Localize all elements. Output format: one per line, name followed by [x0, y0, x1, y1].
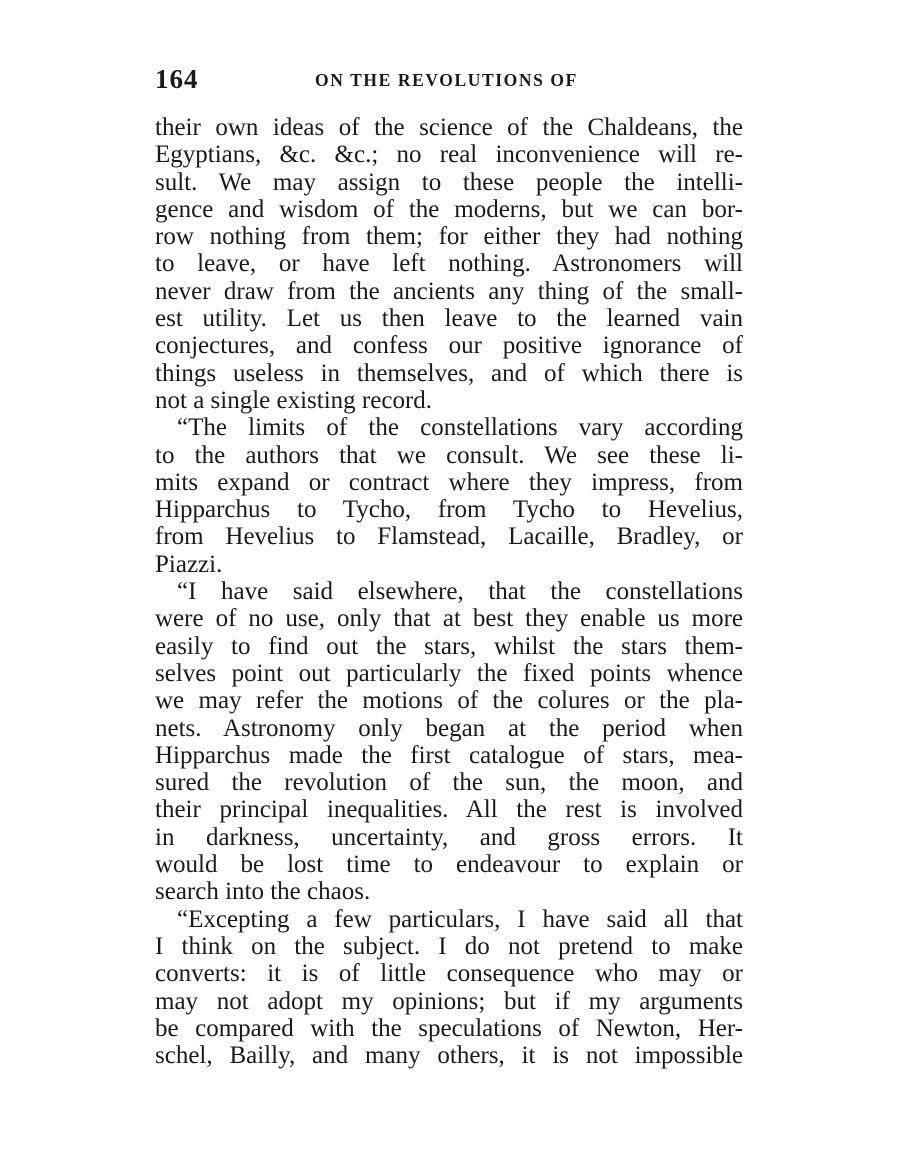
paragraph	[155, 114, 743, 414]
text-line: mits expand or contract where they impress, from	[155, 468, 743, 496]
text-line: “The limits of the constellations vary according	[177, 414, 743, 442]
page-number: 164	[155, 64, 199, 94]
text-line: Hipparchus to Tycho, from Tycho to Hevelius,	[155, 496, 743, 524]
text-line: in darkness, uncertainty, and gross errors. It	[155, 823, 743, 851]
text-line: selves point out particularly the fixed points whence	[155, 659, 743, 687]
text-line: would be lost time to endeavour to explain or	[155, 851, 743, 879]
text-line: Hipparchus made the first catalogue of stars, mea-	[155, 741, 743, 769]
running-head	[155, 64, 743, 104]
text-line: row nothing from them; for either they had nothing	[155, 223, 743, 251]
body-text	[155, 114, 743, 1069]
paragraph	[155, 578, 743, 906]
text-line: “I have said elsewhere, that the constellations	[177, 578, 743, 606]
text-line: gence and wisdom of the moderns, but we can bor-	[155, 195, 743, 223]
text-line: their own ideas of the science of the Chaldeans, the	[155, 114, 743, 141]
paragraph	[155, 414, 743, 578]
text-line: never draw from the ancients any thing of the small-	[155, 277, 743, 305]
paragraph	[155, 906, 743, 1070]
text-line: easily to find out the stars, whilst the stars them-	[155, 632, 743, 660]
text-line: sult. We may assign to these people the intelli-	[155, 168, 743, 196]
text-line: not a single existing record.	[155, 386, 433, 414]
text-line: conjectures, and confess our positive ignorance of	[155, 332, 743, 360]
text-line: I think on the subject. I do not pretend to make	[155, 932, 743, 960]
text-line: from Hevelius to Flamstead, Lacaille, Bradley, or	[155, 523, 743, 551]
running-title: ON THE REVOLUTIONS OF	[315, 70, 578, 90]
text-line: may not adopt my opinions; but if my arguments	[155, 987, 743, 1015]
text-line: nets. Astronomy only began at the period when	[155, 714, 743, 742]
text-line: were of no use, only that at best they enable us more	[155, 605, 743, 633]
text-line: sured the revolution of the sun, the moon, and	[155, 769, 743, 797]
text-line: their principal inequalities. All the rest is involved	[155, 796, 743, 824]
text-line: search into the chaos.	[155, 878, 371, 906]
text-line: est utility. Let us then leave to the learned vain	[155, 305, 743, 333]
text-line: things useless in themselves, and of which there is	[155, 359, 743, 387]
text-line: we may refer the motions of the colures or the pla-	[155, 687, 743, 715]
text-line: converts: it is of little consequence who may or	[155, 960, 743, 988]
book-page	[155, 64, 743, 1069]
text-line: schel, Bailly, and many others, it is not impossible	[155, 1042, 743, 1070]
text-line: Egyptians, &c. &c.; no real inconvenience will re-	[155, 141, 743, 169]
text-line: “Excepting a few particulars, I have said all that	[177, 905, 743, 933]
text-line: to leave, or have left nothing. Astronomers will	[155, 250, 743, 278]
text-line: Piazzi.	[155, 550, 223, 578]
text-line: to the authors that we consult. We see these li-	[155, 441, 743, 469]
text-line: be compared with the speculations of Newton, Her-	[155, 1014, 743, 1042]
